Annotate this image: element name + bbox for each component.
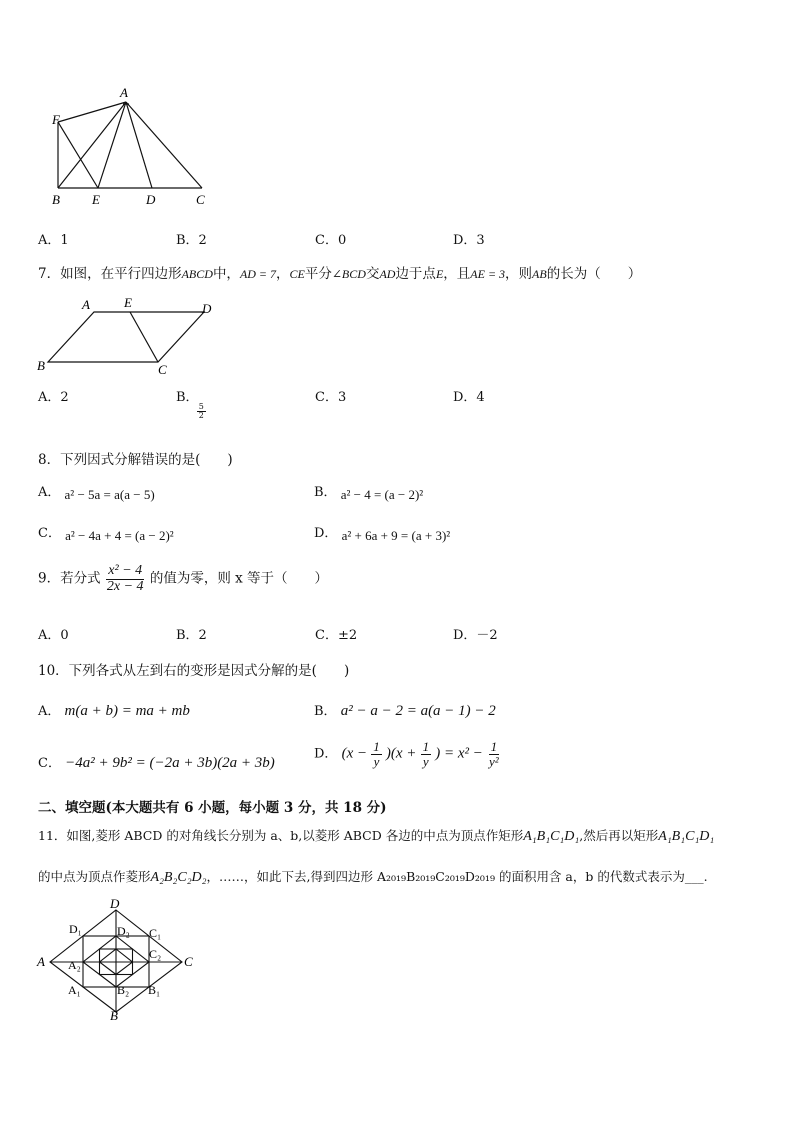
q7-option-b [176,386,212,420]
q6-option-b: B．2 [176,233,207,248]
q11-label-a1: A₁ [68,983,81,997]
q7-ae-eq: AE = 3 [470,267,506,281]
q9-numerator: x² − 4 [108,563,143,578]
q10-d-f3-den: y² [489,753,499,769]
q10-option-b [314,700,496,720]
q10-d-f1-num: 1 [373,739,380,754]
q9-prefix: 9．若分式 [38,570,101,587]
q9-option-d: D．－2 [453,628,498,643]
q7-stem-text: ，且 [443,266,471,282]
q6-geometry-figure [40,82,220,212]
q8-option-d [314,522,450,541]
q7-label-c: C [158,362,167,377]
q9-fraction [105,564,146,594]
q7-parallelogram-figure [32,292,232,380]
q7-stem-text: 平分 [304,266,332,282]
q7-stem-text: 中， [212,266,240,282]
q10-d-f2-num: 1 [422,739,430,754]
q8-option-c-label: C． [38,526,61,541]
q11-answer-blank: ___. [684,869,708,884]
q7-label-d: D [202,301,212,316]
q10-option-b-label: B． [314,704,337,719]
q11-label-c2: C₂ [149,947,162,961]
q11-line-2 [38,867,708,886]
q7-stem-text: 7．如图，在平行四边形 [38,266,182,282]
q7-option-b-den: 2 [198,411,204,420]
q9-suffix: 的值为零，则 x 等于（ ） [149,570,329,587]
q10-option-d-label: D． [314,746,338,762]
q7-ce: CE [289,267,305,281]
q11-label-a2: A₂ [68,958,81,972]
q10-option-d [314,740,501,768]
q6-label-a: A [120,85,128,100]
q11-rhombus-figure [34,896,200,1022]
section-2-title: 二、填空题(本大题共有 6 小题，每小题 3 分，共 18 分) [38,800,387,816]
q7-option-b-fraction [197,403,206,421]
q9-option-b: B．2 [176,628,207,643]
q7-e: E [435,267,444,281]
q6-label-c: C [196,192,205,207]
q7-label-a: A [82,297,90,312]
q9-denominator: 2x − 4 [106,578,144,594]
q10-option-d-part2: )(x + [385,745,417,762]
q7-stem-text: 的长为（ ） [546,266,642,282]
q11-label-b1: B₁ [148,983,161,997]
q8-option-a-label: A． [38,485,61,500]
q8-option-a [38,481,155,500]
q9-stem [38,564,328,594]
q6-label-f: F [52,112,60,127]
q10-option-c [38,752,275,772]
q11-line-1 [38,826,714,845]
q8-option-a-expr: a² − 5a = a(a − 5) [64,487,155,502]
q10-option-b-expr: a² − a − 2 = a(a − 1) − 2 [340,703,496,719]
q7-label-b: B [37,358,45,373]
q11-label-d: D [110,896,120,911]
q10-option-d-part1: (x − [341,745,368,762]
q7-ad: AD [379,267,396,281]
q11-label-d1: D₁ [69,922,82,936]
q8-option-c [38,522,174,541]
q10-option-a-expr: m(a + b) = ma + mb [64,703,190,719]
q6-option-c: C．0 [315,233,347,248]
q8-stem: 8．下列因式分解错误的是( ) [38,452,233,468]
q11-text: 的中点为顶点作菱形 [38,869,151,884]
q8-option-b-label: B． [314,485,337,500]
q10-option-a-label: A． [38,704,61,719]
q7-stem-text: ， [276,266,290,282]
q7-stem-text: 交 [365,266,380,282]
q11-rhombus2: A₂B₂C₂D₂ [150,870,207,885]
q11-label-c1: C₁ [149,926,162,940]
q7-abcd: ABCD [181,267,213,281]
q10-option-c-expr: −4a² + 9b² = (−2a + 3b)(2a + 3b) [65,755,275,771]
q8-option-b-expr: a² − 4 = (a − 2)² [340,487,424,502]
q8-option-c-expr: a² − 4a + 4 = (a − 2)² [65,528,174,543]
q7-ad-eq: AD = 7 [239,267,277,281]
q10-option-c-label: C． [38,756,61,771]
q11-label-b2: B₂ [117,983,130,997]
q11-text: ,然后再以矩形 [579,828,659,843]
q11-label-b: B [110,1008,118,1022]
q10-d-f1-den: y [373,753,380,769]
q9-option-a: A．0 [38,628,69,643]
q7-stem-text: 边于点 [395,266,436,282]
q7-option-a: A．2 [38,390,69,405]
q10-stem: 10．下列各式从左到右的变形是因式分解的是( ) [38,663,350,679]
q10-option-a [38,700,190,720]
q11-rect1b: A₁B₁C₁D₁ [658,829,715,844]
q11-text: 11．如图,菱形 ABCD 的对角线长分别为 a、b,以菱形 ABCD 各边的中点为顶点作矩形 [38,828,524,843]
q11-text: ，……，如此下去,得到四边形 A₂₀₁₉B₂₀₁₉C₂₀₁₉D₂₀₁₉ 的面积用含 a，b 的代数式表示为 [206,869,685,884]
q7-label-e: E [124,295,132,310]
q6-label-b: B [52,192,60,207]
q10-option-d-fraction-3 [487,740,501,768]
q11-label-d2: D₂ [117,924,130,938]
q10-option-d-part3: ) = x² − [435,745,483,762]
q9-option-c: C．±2 [315,628,358,643]
q8-option-d-expr: a² + 6a + 9 = (a + 3)² [341,528,451,543]
q6-label-e: E [92,192,100,207]
q7-option-b-label: B． [176,390,199,405]
q7-ab: AB [532,267,547,281]
q6-label-d: D [146,192,156,207]
q6-option-d: D．3 [453,233,485,248]
q7-option-c: C．3 [315,390,347,405]
q8-option-d-label: D． [314,526,338,541]
q10-d-f3-num: 1 [490,739,498,754]
q11-label-a: A [37,954,45,969]
q10-option-d-fraction-2 [421,740,432,768]
q7-stem [38,262,641,282]
q11-label-c: C [184,954,193,969]
q10-option-d-fraction-1 [371,740,382,768]
q7-option-b-num: 5 [198,401,204,411]
q7-stem-text: ，则 [505,266,533,282]
q6-option-a: A．1 [38,233,69,248]
q11-rect1: A₁B₁C₁D₁ [523,829,580,844]
q7-option-d: D．4 [453,390,485,405]
q7-angle: ∠BCD [331,267,366,281]
q8-option-b [314,481,423,500]
q10-d-f2-den: y [422,753,429,769]
